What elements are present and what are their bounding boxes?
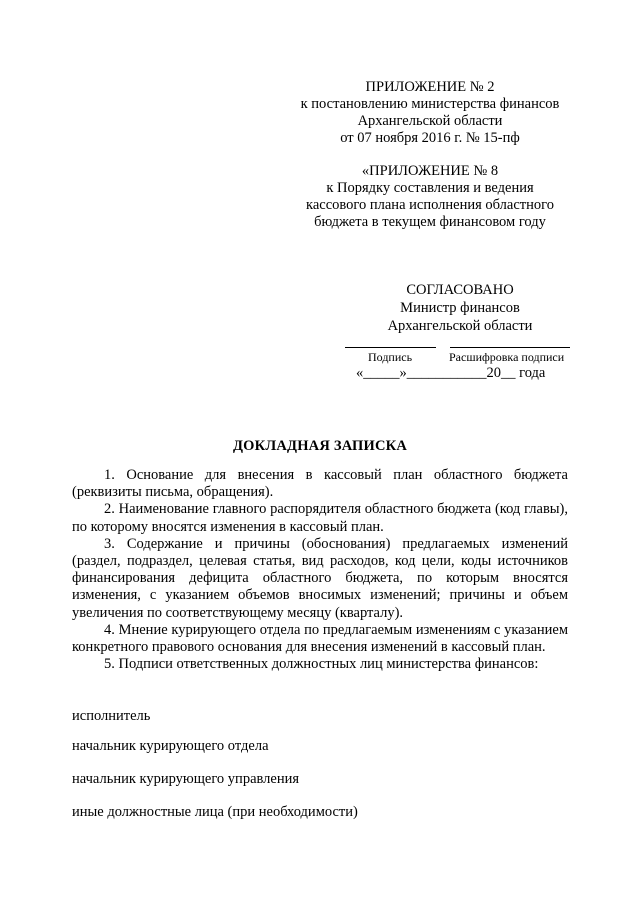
memo-item: 3. Содержание и причины (обоснования) предлагаемых изменений (раздел, подраздел, целевая статья, вид расходов, код цели, коды источников финансирования дефицита областного бюджета, по которым вносятся изменения, с указанием объемов вносимых изменений; причины и объем увеличения по соответствующему месяцу (кварталу). (72, 535, 568, 621)
appendix-8-ref: к Порядку составления и ведения (326, 180, 534, 196)
signatory-department-head: начальник курирующего отдела (72, 738, 269, 754)
memo-item: 1. Основание для внесения в кассовый план областного бюджета (реквизиты письма, обращения). (72, 467, 568, 501)
appendix-2-region: Архангельской области (357, 113, 503, 129)
approval-heading: СОГЛАСОВАНО (406, 282, 514, 298)
transcript-caption: Расшифровка подписи (449, 350, 565, 364)
appendix-2-header (300, 79, 560, 147)
memo-item: 2. Наименование главного распорядителя областного бюджета (код главы), по которому вносятся изменения в кассовый план. (72, 501, 568, 535)
signature-line (345, 347, 436, 348)
appendix-8-header (300, 163, 560, 231)
appendix-8-title: «ПРИЛОЖЕНИЕ № 8 (361, 163, 499, 179)
appendix-8-ref-2: кассового плана исполнения областного (306, 197, 554, 213)
signature-caption: Подпись (368, 350, 413, 364)
memo-body (72, 467, 568, 673)
memo-item: 4. Мнение курирующего отдела по предлагаемым изменениям с указанием конкретного правового основания для внесения изменений в кассовый план. (72, 621, 568, 656)
approval-date-line: «_____»___________20__ года (356, 365, 546, 381)
signatory-directorate-head: начальник курирующего управления (72, 771, 300, 787)
appendix-2-title: ПРИЛОЖЕНИЕ № 2 (365, 79, 495, 95)
appendix-2-date: от 07 ноября 2016 г. № 15-пф (340, 130, 520, 146)
memo-title: ДОКЛАДНАЯ ЗАПИСКА (232, 438, 408, 454)
approval-position: Министр финансов (400, 300, 520, 316)
signatory-other-officials: иные должностные лица (при необходимости) (72, 804, 358, 820)
approval-region: Архангельской области (387, 318, 533, 334)
memo-item: 5. Подписи ответственных должностных лиц министерства финансов: (104, 656, 539, 673)
signatory-executor: исполнитель (72, 708, 151, 724)
approval-block (330, 281, 590, 335)
appendix-8-ref-3: бюджета в текущем финансовом году (314, 214, 546, 230)
transcript-line (450, 347, 570, 348)
appendix-2-ref: к постановлению министерства финансов (300, 96, 560, 112)
